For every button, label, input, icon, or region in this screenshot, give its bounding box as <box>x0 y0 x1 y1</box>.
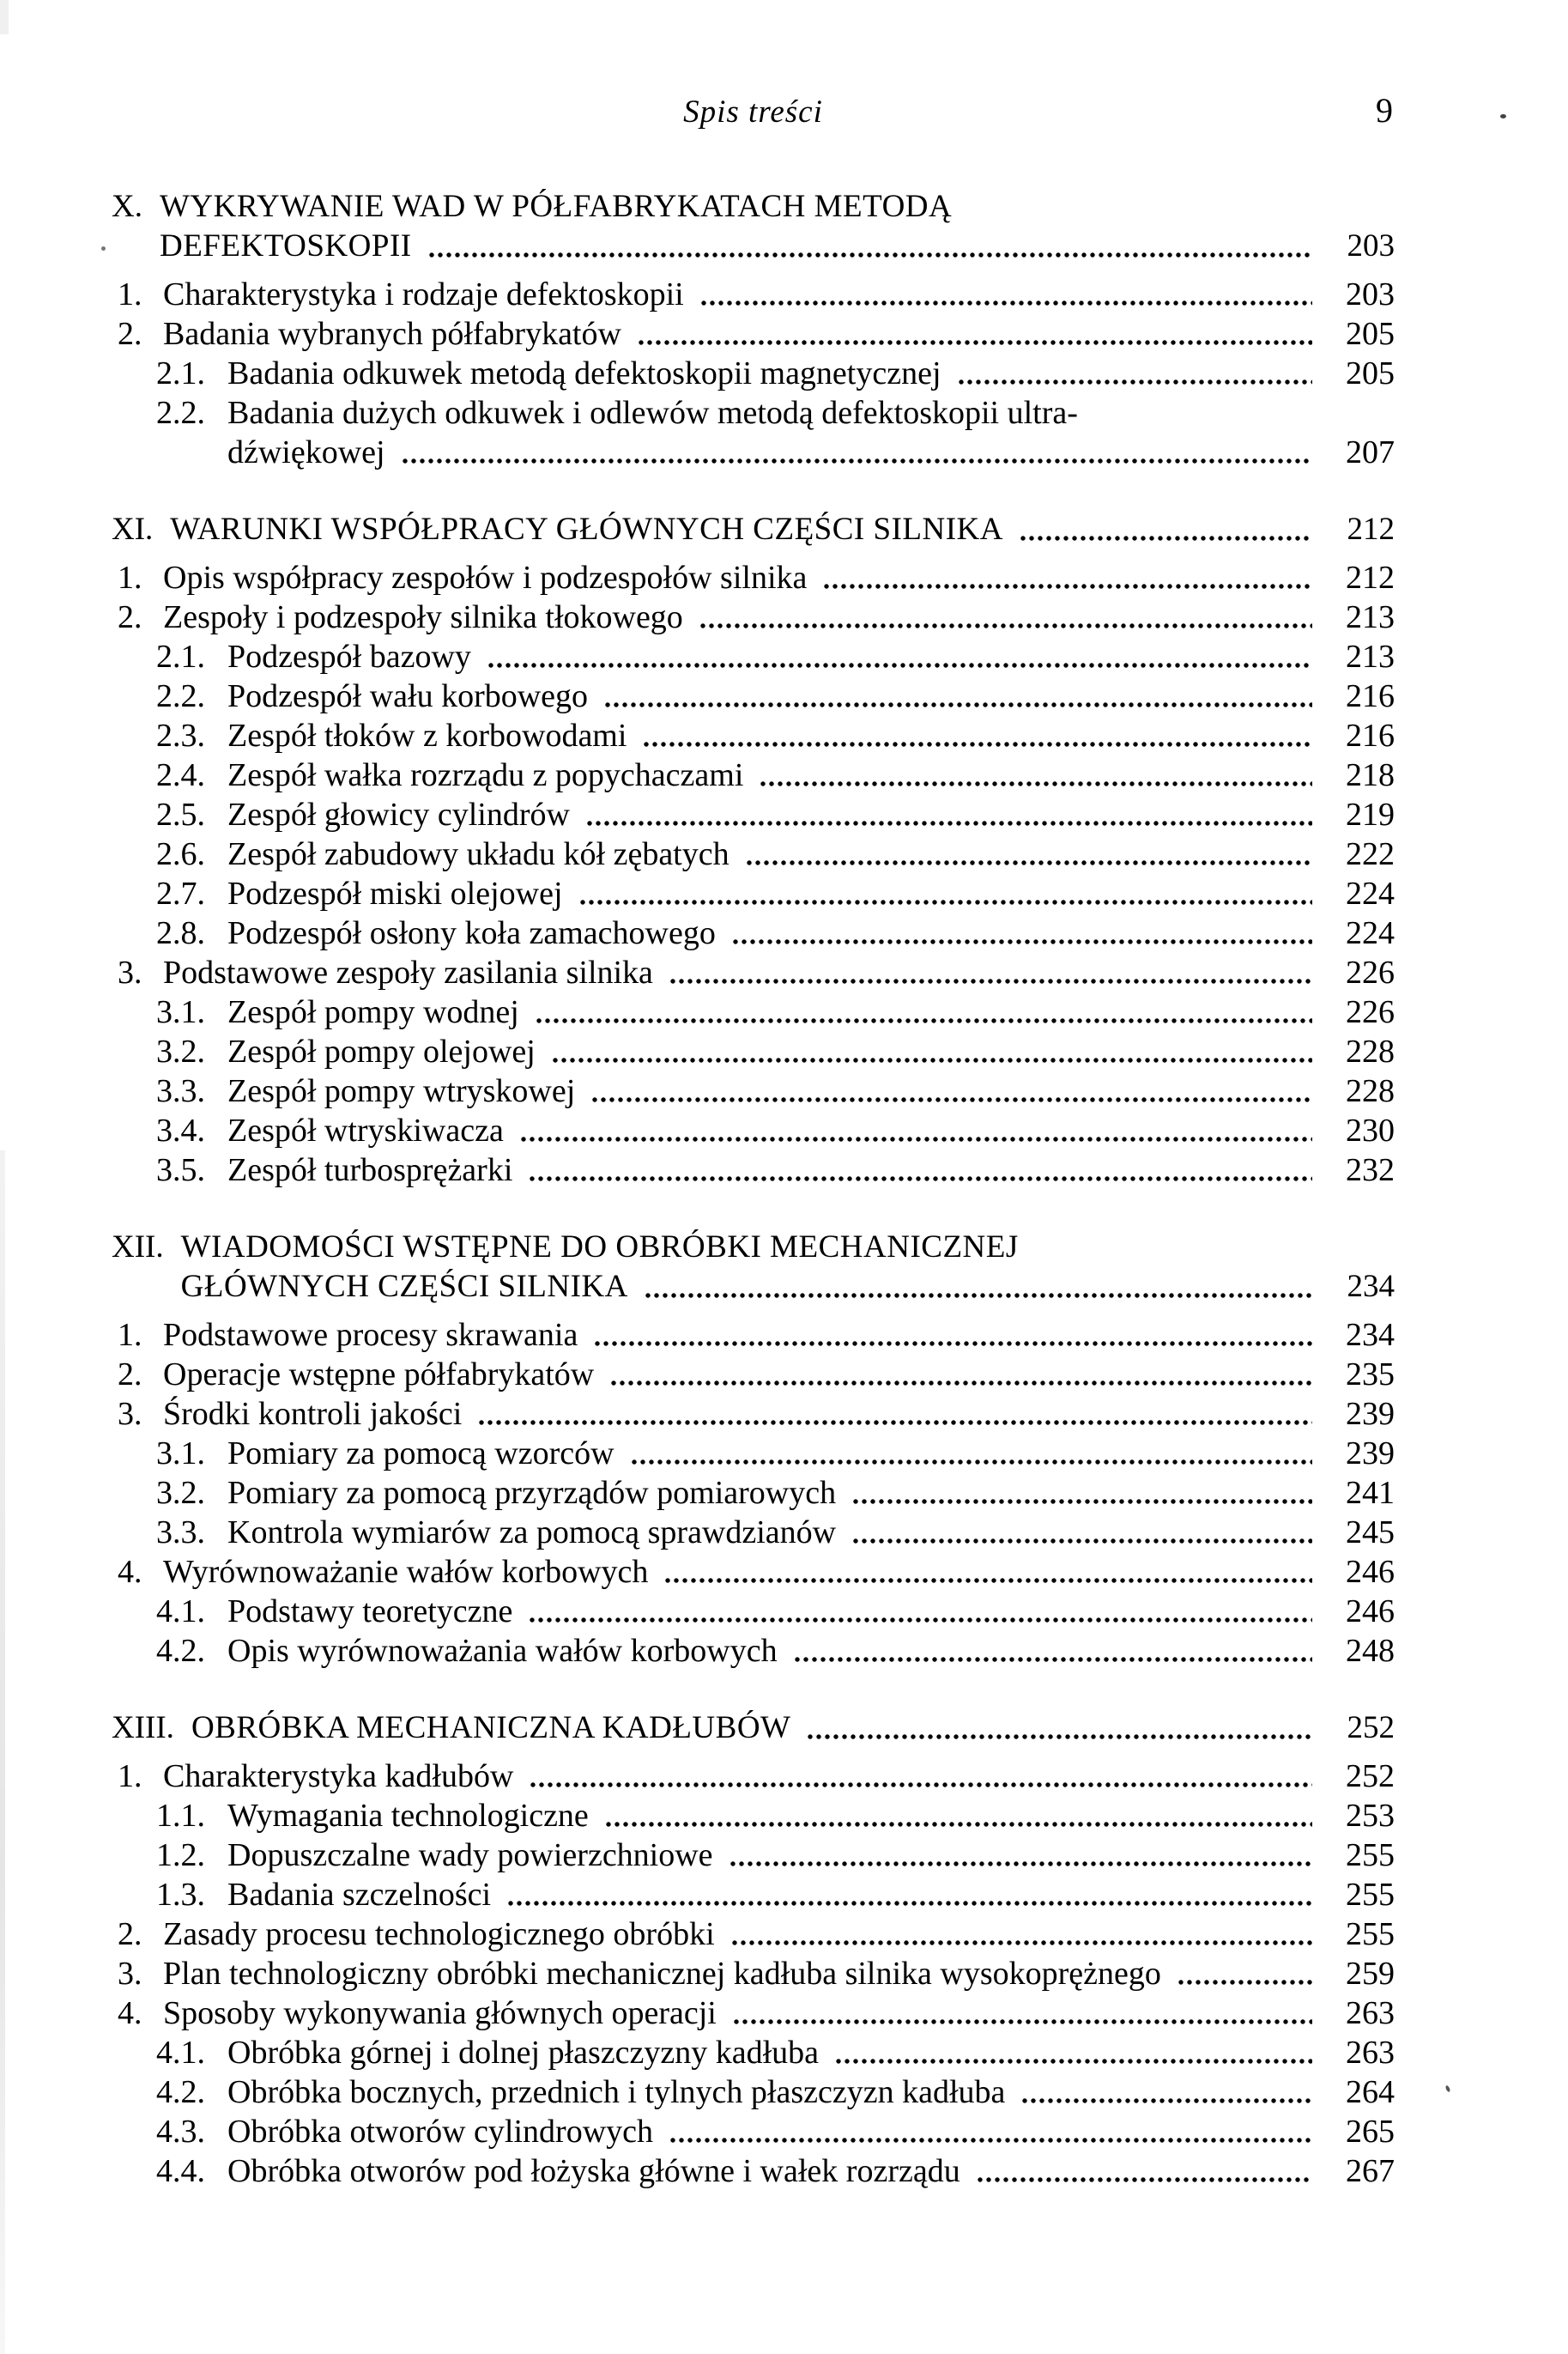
entry-title-continued: dźwiękowej <box>227 434 385 470</box>
page-number: 205 <box>1346 355 1395 391</box>
toc-entry <box>112 1875 1395 1914</box>
page-number: 207 <box>1346 434 1395 470</box>
dot-leader <box>644 739 1312 749</box>
page-number: 224 <box>1346 876 1395 912</box>
page-number: 263 <box>1346 2035 1395 2071</box>
entry-number: 3. <box>118 1956 142 1992</box>
toc-entry <box>112 354 1395 393</box>
dot-leader <box>760 779 1312 789</box>
page-number: 226 <box>1346 994 1395 1030</box>
section-heading-line <box>112 1708 1395 1748</box>
section-entries <box>112 1315 1395 1671</box>
entry-number: 3. <box>118 1396 142 1432</box>
entry-number: 2.1. <box>156 355 205 391</box>
toc-entry <box>112 2072 1395 2112</box>
section-heading-line <box>112 1228 1395 1267</box>
dot-leader <box>530 1615 1312 1625</box>
entry-number: 2.2. <box>156 395 205 431</box>
entry-title: Zespoły i podzespoły silnika tłokowego <box>163 599 683 635</box>
toc-entry <box>112 1111 1395 1150</box>
entry-number: 4. <box>118 1554 142 1590</box>
entry-title: Wymagania technologiczne <box>227 1798 589 1834</box>
section-number: X. <box>112 189 142 224</box>
toc-entry <box>112 598 1395 637</box>
page-number: 264 <box>1346 2074 1395 2110</box>
page-number: 228 <box>1346 1034 1395 1070</box>
page-number: 255 <box>1346 1916 1395 1952</box>
toc-entry <box>112 992 1395 1032</box>
dot-leader <box>580 897 1312 907</box>
entry-title: Środki kontroli jakości <box>163 1396 463 1432</box>
entry-number: 4.1. <box>156 2035 205 2071</box>
toc-entry <box>112 1835 1395 1875</box>
dot-leader <box>853 1536 1312 1546</box>
page-number: 248 <box>1346 1633 1395 1669</box>
page-number: 213 <box>1346 599 1395 635</box>
dot-leader <box>639 337 1312 348</box>
entry-number: 3.5. <box>156 1152 205 1188</box>
page-number: 219 <box>1346 797 1395 833</box>
dot-leader <box>747 858 1312 868</box>
entry-number: 3. <box>118 955 142 991</box>
toc-entry <box>112 1150 1395 1190</box>
dot-leader <box>521 1134 1312 1144</box>
toc-entry <box>112 1434 1395 1473</box>
page-number: 246 <box>1346 1593 1395 1629</box>
entry-title: Zespół wałka rozrządu z popychaczami <box>227 757 744 793</box>
dot-leader <box>645 1290 1312 1301</box>
section-entries <box>112 275 1395 472</box>
entry-number: 2. <box>118 316 142 352</box>
toc-entry <box>112 2112 1395 2151</box>
entry-number: 1. <box>118 276 142 312</box>
dot-leader <box>1020 533 1312 543</box>
toc-entry <box>112 1513 1395 1552</box>
page-number: 212 <box>1347 512 1395 547</box>
page-number: 205 <box>1346 316 1395 352</box>
page-number: 203 <box>1347 228 1395 264</box>
entry-number: 2.1. <box>156 639 205 675</box>
entry-number: 3.2. <box>156 1475 205 1511</box>
toc-entry <box>112 716 1395 755</box>
section-number: XIII. <box>112 1710 174 1745</box>
entry-title: Obróbka otworów cylindrowych <box>227 2114 654 2150</box>
entry-number: 4.3. <box>156 2114 205 2150</box>
toc-section-x <box>112 187 1395 472</box>
entry-number: 3.3. <box>156 1073 205 1109</box>
entry-title: Zespół pompy olejowej <box>227 1034 536 1070</box>
dot-leader <box>605 700 1312 710</box>
section-title-continued: DEFEKTOSKOPII <box>159 228 412 264</box>
entry-title: Podzespół osłony koła zamachowego <box>227 915 716 951</box>
page-number: 265 <box>1346 2114 1395 2150</box>
toc-entry <box>112 1631 1395 1671</box>
page-number: 253 <box>1346 1798 1395 1834</box>
page-number: 245 <box>1346 1514 1395 1550</box>
dot-leader <box>978 2175 1312 2185</box>
toc-section-xi <box>112 510 1395 1190</box>
toc-entry <box>112 795 1395 834</box>
page-number: 241 <box>1346 1475 1395 1511</box>
page-number: 216 <box>1346 718 1395 754</box>
entry-title: Podzespół miski olejowej <box>227 876 563 912</box>
scan-speck <box>1500 114 1506 118</box>
entry-title: Podstawowe procesy skrawania <box>163 1317 578 1353</box>
toc-entry <box>112 1394 1395 1434</box>
entry-title: Obróbka otworów pod łożyska główne i wałek rozrządu <box>227 2153 960 2189</box>
dot-leader <box>732 1938 1312 1948</box>
page-number: 255 <box>1346 1877 1395 1913</box>
entry-number: 2.5. <box>156 797 205 833</box>
entry-number: 1. <box>118 560 142 596</box>
toc-section-xiii <box>112 1708 1395 2191</box>
dot-leader <box>836 2056 1312 2066</box>
dot-leader <box>536 1016 1312 1026</box>
toc-entry <box>112 1954 1395 1993</box>
entry-title: Pomiary za pomocą wzorców <box>227 1435 614 1471</box>
dot-leader <box>488 660 1312 670</box>
toc-entry <box>112 1355 1395 1394</box>
dot-leader <box>1022 2096 1312 2106</box>
toc-section-xii <box>112 1228 1395 1671</box>
page-number: 255 <box>1346 1837 1395 1873</box>
section-title-continued: GŁÓWNYCH CZĘŚCI SILNIKA <box>180 1269 628 1304</box>
toc-entry <box>112 314 1395 354</box>
dot-leader <box>611 1378 1312 1388</box>
entry-number: 2.4. <box>156 757 205 793</box>
entry-number: 2. <box>118 1916 142 1952</box>
dot-leader <box>670 2135 1312 2145</box>
dot-leader <box>665 1575 1312 1586</box>
section-number: XI. <box>112 512 154 547</box>
page-number: 224 <box>1346 915 1395 951</box>
entry-number: 3.1. <box>156 994 205 1030</box>
dot-leader <box>606 1819 1312 1829</box>
dot-leader <box>479 1417 1312 1428</box>
entry-title: Zespół tłoków z korbowodami <box>227 718 627 754</box>
toc-entry <box>112 676 1395 716</box>
entry-title: Zespół głowicy cylindrów <box>227 797 570 833</box>
toc-entry <box>112 1993 1395 2033</box>
toc-entry-continued <box>112 433 1395 472</box>
dot-leader <box>553 1055 1312 1065</box>
section-title: WIADOMOŚCI WSTĘPNE DO OBRÓBKI MECHANICZNEJ <box>180 1229 1019 1265</box>
toc-entry <box>112 393 1395 433</box>
page-number: 252 <box>1346 1758 1395 1794</box>
dot-leader <box>1178 1977 1312 1987</box>
page-number: 239 <box>1346 1435 1395 1471</box>
entry-title: Podzespół wału korbowego <box>227 678 589 714</box>
page-number: 234 <box>1347 1269 1395 1304</box>
toc-entry <box>112 2151 1395 2191</box>
page-number: 246 <box>1346 1554 1395 1590</box>
dot-leader <box>530 1780 1312 1790</box>
entry-title: Zespół pompy wtryskowej <box>227 1073 576 1109</box>
toc-entry <box>112 558 1395 598</box>
section-heading-line <box>112 510 1395 549</box>
entry-title: Zespół zabudowy układu kół zębatych <box>227 836 730 872</box>
entry-number: 4. <box>118 1995 142 2031</box>
page-number: 234 <box>1346 1317 1395 1353</box>
section-title: OBRÓBKA MECHANICZNA KADŁUBÓW <box>191 1710 791 1745</box>
dot-leader <box>808 1732 1312 1742</box>
toc-entry <box>112 1756 1395 1796</box>
page-number: 267 <box>1346 2153 1395 2189</box>
entry-number: 2.7. <box>156 876 205 912</box>
section-entries <box>112 1756 1395 2191</box>
page-number: 252 <box>1347 1710 1395 1745</box>
toc-entry <box>112 275 1395 314</box>
dot-leader <box>429 250 1312 260</box>
entry-number: 2.2. <box>156 678 205 714</box>
entry-number: 2.8. <box>156 915 205 951</box>
toc-entry <box>112 913 1395 953</box>
toc-entry <box>112 1473 1395 1513</box>
dot-leader <box>592 1095 1312 1105</box>
entry-title: Obróbka górnej i dolnej płaszczyzny kadłuba <box>227 2035 820 2071</box>
page-number: 216 <box>1346 678 1395 714</box>
section-title: WYKRYWANIE WAD W PÓŁFABRYKATACH METODĄ <box>159 189 953 224</box>
entry-title: Badania odkuwek metodą defektoskopii magnetycznej <box>227 355 941 391</box>
entry-title: Kontrola wymiarów za pomocą sprawdzianów <box>227 1514 837 1550</box>
toc-entry <box>112 2033 1395 2072</box>
entry-title: Sposoby wykonywania głównych operacji <box>163 1995 717 2031</box>
entry-title: Zespół wtryskiwacza <box>227 1113 504 1149</box>
dot-leader <box>730 1859 1312 1869</box>
toc-entry <box>112 834 1395 874</box>
page-number: 235 <box>1346 1356 1395 1392</box>
entry-title: Charakterystyka i rodzaje defektoskopii <box>163 276 684 312</box>
entry-title: Wyrównoważanie wałów korbowych <box>163 1554 649 1590</box>
page-number: 218 <box>1346 757 1395 793</box>
toc-entry <box>112 1552 1395 1592</box>
toc-entry <box>112 1315 1395 1355</box>
page-number: 213 <box>1346 639 1395 675</box>
entry-title: Opis współpracy zespołów i podzespołów silnika <box>163 560 808 596</box>
entry-number: 4.2. <box>156 2074 205 2110</box>
entry-title: Dopuszczalne wady powierzchniowe <box>227 1837 713 1873</box>
dot-leader <box>959 377 1312 387</box>
entry-number: 2. <box>118 1356 142 1392</box>
section-heading-continued <box>112 1267 1395 1307</box>
toc-entry <box>112 755 1395 795</box>
entry-title: Opis wyrównoważania wałów korbowych <box>227 1633 778 1669</box>
section-entries <box>112 558 1395 1190</box>
entry-title: Zespół pompy wodnej <box>227 994 519 1030</box>
page-number: 212 <box>1346 560 1395 596</box>
page-number: 263 <box>1346 1995 1395 2031</box>
toc-entry <box>112 1796 1395 1835</box>
dot-leader <box>508 1898 1312 1908</box>
entry-number: 3.3. <box>156 1514 205 1550</box>
dot-leader <box>670 976 1312 986</box>
entry-title: Podstawowe zespoły zasilania silnika <box>163 955 653 991</box>
toc-entry <box>112 1914 1395 1954</box>
entry-title: Zasady procesu technologicznego obróbki <box>163 1916 715 1952</box>
dot-leader <box>733 937 1312 947</box>
entry-number: 1.3. <box>156 1877 205 1913</box>
entry-number: 4.4. <box>156 2153 205 2189</box>
entry-number: 3.4. <box>156 1113 205 1149</box>
entry-title: Obróbka bocznych, przednich i tylnych płaszczyzn kadłuba <box>227 2074 1006 2110</box>
entry-number: 1.1. <box>156 1798 205 1834</box>
entry-title: Zespół turbosprężarki <box>227 1152 513 1188</box>
page-number: 222 <box>1346 836 1395 872</box>
section-number: XII. <box>112 1229 164 1265</box>
entry-title: Badania dużych odkuwek i odlewów metodą defektoskopii ultra- <box>227 395 1078 431</box>
section-heading-continued <box>112 227 1395 266</box>
page-number: 230 <box>1346 1113 1395 1149</box>
page-number: 228 <box>1346 1073 1395 1109</box>
scan-speck <box>1444 2085 1450 2093</box>
dot-leader <box>795 1654 1312 1665</box>
entry-number: 4.2. <box>156 1633 205 1669</box>
entry-title: Podstawy teoretyczne <box>227 1593 513 1629</box>
entry-number: 2.3. <box>156 718 205 754</box>
toc-entry <box>112 1592 1395 1631</box>
dot-leader <box>587 818 1312 828</box>
page-number: 259 <box>1346 1956 1395 1992</box>
page-number: 203 <box>1346 276 1395 312</box>
toc-entry <box>112 637 1395 676</box>
entry-title: Badania szczelności <box>227 1877 492 1913</box>
dot-leader <box>530 1174 1312 1184</box>
section-heading-line <box>112 187 1395 227</box>
entry-number: 1. <box>118 1758 142 1794</box>
entry-title: Operacje wstępne półfabrykatów <box>163 1356 595 1392</box>
entry-title: Podzespół bazowy <box>227 639 471 675</box>
dot-leader <box>734 2017 1312 2027</box>
dot-leader <box>824 581 1312 592</box>
section-title: WARUNKI WSPÓŁPRACY GŁÓWNYCH CZĘŚCI SILNIKA <box>170 512 1003 547</box>
entry-title: Charakterystyka kadłubów <box>163 1758 514 1794</box>
toc-entry <box>112 953 1395 992</box>
entry-title: Badania wybranych półfabrykatów <box>163 316 621 352</box>
dot-leader <box>632 1457 1312 1467</box>
entry-number: 4.1. <box>156 1593 205 1629</box>
entry-title: Plan technologiczny obróbki mechanicznej kadłuba silnika wysokoprężnego <box>163 1956 1161 1992</box>
page-header-title: Spis treści <box>683 94 823 130</box>
page-number: 226 <box>1346 955 1395 991</box>
entry-number: 1. <box>118 1317 142 1353</box>
toc-entry <box>112 1032 1395 1071</box>
entry-number: 2.6. <box>156 836 205 872</box>
entry-number: 3.1. <box>156 1435 205 1471</box>
toc <box>112 0 1395 2191</box>
page-number: 232 <box>1346 1152 1395 1188</box>
toc-entry <box>112 1071 1395 1111</box>
dot-leader <box>403 456 1312 466</box>
dot-leader <box>700 621 1312 631</box>
dot-leader <box>595 1338 1312 1349</box>
page-header-number: 9 <box>1376 91 1393 130</box>
page-number: 239 <box>1346 1396 1395 1432</box>
dot-leader <box>701 298 1312 308</box>
toc-entry <box>112 874 1395 913</box>
entry-number: 2. <box>118 599 142 635</box>
entry-number: 1.2. <box>156 1837 205 1873</box>
entry-title: Pomiary za pomocą przyrządów pomiarowych <box>227 1475 837 1511</box>
scan-edge-shadow <box>0 1150 5 2354</box>
scan-edge-mark <box>0 0 9 34</box>
dot-leader <box>853 1496 1312 1507</box>
scan-speck <box>101 246 106 251</box>
entry-number: 3.2. <box>156 1034 205 1070</box>
